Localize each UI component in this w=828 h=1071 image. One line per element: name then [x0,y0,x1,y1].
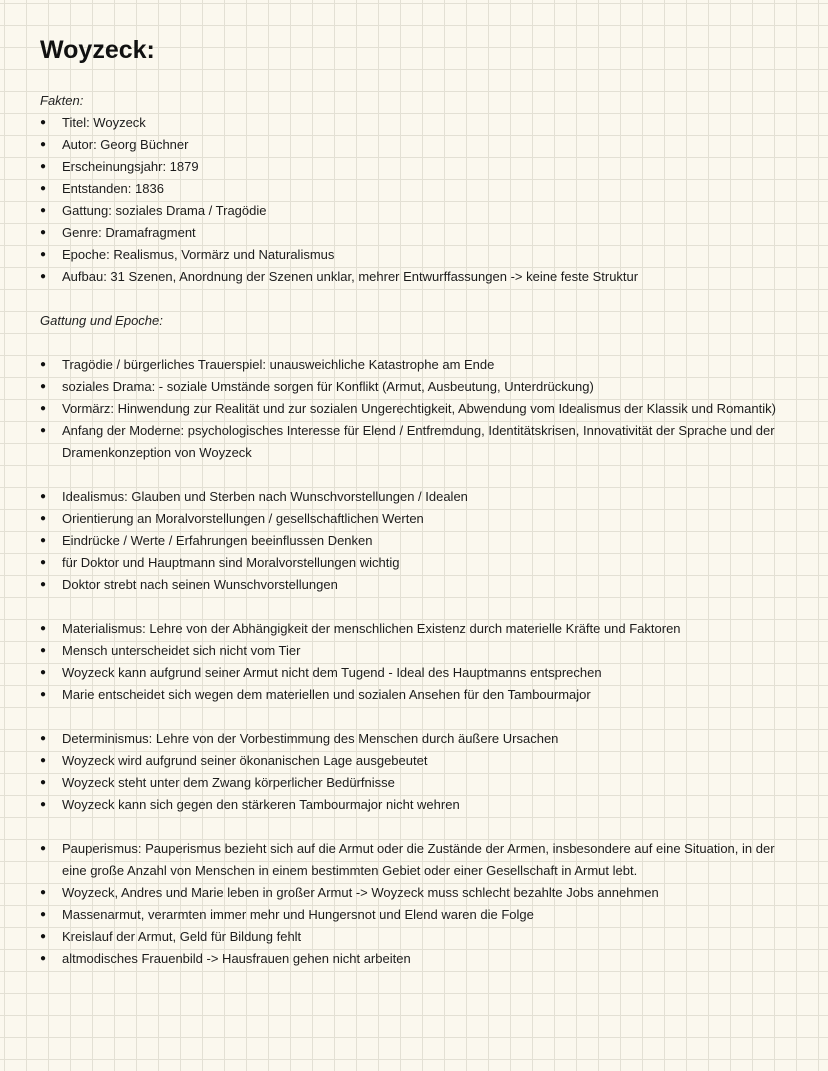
list-item: ● Tragödie / bürgerliches Trauerspiel: unausweichliche Katastrophe am Ende [40,354,800,376]
list-item: ● für Doktor und Hauptmann sind Moralvorstellungen wichtig [40,552,800,574]
list-item: ● Vormärz: Hinwendung zur Realität und zur sozialen Ungerechtigkeit, Abwendung vom Idealismus der Klassik und Romantik) [40,398,800,420]
spacer [40,464,800,486]
gattung-section [40,310,800,970]
gattung-group-list [40,354,800,464]
list-item: ● Determinismus: Lehre von der Vorbestimmung des Menschen durch äußere Ursachen [40,728,800,750]
list-item: ● altmodisches Frauenbild -> Hausfrauen gehen nicht arbeiten [40,948,800,970]
spacer [40,332,800,354]
gattung-heading: Gattung und Epoche: [40,313,163,328]
list-item: ● Woyzeck kann aufgrund seiner Armut nicht dem Tugend - Ideal des Hauptmanns entsprechen [40,662,800,684]
list-item: ● Woyzeck, Andres und Marie leben in großer Armut -> Woyzeck muss schlecht bezahlte Jobs annehmen [40,882,800,904]
list-item: ● Massenarmut, verarmten immer mehr und Hungersnot und Elend waren die Folge [40,904,800,926]
materialismus-group-list [40,618,800,706]
pauperismus-group-list [40,838,800,970]
list-item: ● soziales Drama: - soziale Umstände sorgen für Konflikt (Armut, Ausbeutung, Unterdrückung) [40,376,800,398]
list-item: ● Autor: Georg Büchner [40,134,800,156]
list-item: ● Pauperismus: Pauperismus bezieht sich auf die Armut oder die Zustände der Armen, insbesondere auf eine Situation, in der eine große Anzahl von Menschen in einem bestimmten Gebiet oder einer Gesellschaft in Armut lebt. [40,838,800,882]
page-title: Woyzeck: [40,36,155,64]
idealismus-group-list [40,486,800,596]
list-item: ● Idealismus: Glauben und Sterben nach Wunschvorstellungen / Idealen [40,486,800,508]
list-item: ● Marie entscheidet sich wegen dem materiellen und sozialen Ansehen für den Tambourmajor [40,684,800,706]
list-item: ● Eindrücke / Werte / Erfahrungen beeinflussen Denken [40,530,800,552]
list-item: ● Anfang der Moderne: psychologisches Interesse für Elend / Entfremdung, Identitätskrisen, Innovativität der Sprache und der Dramenkonzeption von Woyzeck [40,420,800,464]
list-item: ● Titel: Woyzeck [40,112,800,134]
list-item: ● Mensch unterscheidet sich nicht vom Tier [40,640,800,662]
list-item: ● Orientierung an Moralvorstellungen / gesellschaftlichen Werten [40,508,800,530]
spacer [40,596,800,618]
list-item: ● Woyzeck kann sich gegen den stärkeren Tambourmajor nicht wehren [40,794,800,816]
list-item: ● Woyzeck steht unter dem Zwang körperlicher Bedürfnisse [40,772,800,794]
list-item: ● Kreislauf der Armut, Geld für Bildung fehlt [40,926,800,948]
list-item: ● Aufbau: 31 Szenen, Anordnung der Szenen unklar, mehrer Entwurffassungen -> keine feste Struktur [40,266,800,288]
determinismus-group-list [40,728,800,816]
list-item: ● Gattung: soziales Drama / Tragödie [40,200,800,222]
spacer [40,816,800,838]
list-item: ● Erscheinungsjahr: 1879 [40,156,800,178]
list-item: ● Materialismus: Lehre von der Abhängigkeit der menschlichen Existenz durch materielle Kräfte und Faktoren [40,618,800,640]
spacer [40,288,800,310]
list-item: ● Entstanden: 1836 [40,178,800,200]
list-item: ● Epoche: Realismus, Vormärz und Naturalismus [40,244,800,266]
fakten-heading: Fakten: [40,93,84,108]
note-page [40,34,800,970]
fakten-section [40,90,800,288]
list-item: ● Woyzeck wird aufgrund seiner ökonanischen Lage ausgebeutet [40,750,800,772]
spacer [40,706,800,728]
list-item: ● Doktor strebt nach seinen Wunschvorstellungen [40,574,800,596]
list-item: ● Genre: Dramafragment [40,222,800,244]
fakten-list [40,112,800,288]
